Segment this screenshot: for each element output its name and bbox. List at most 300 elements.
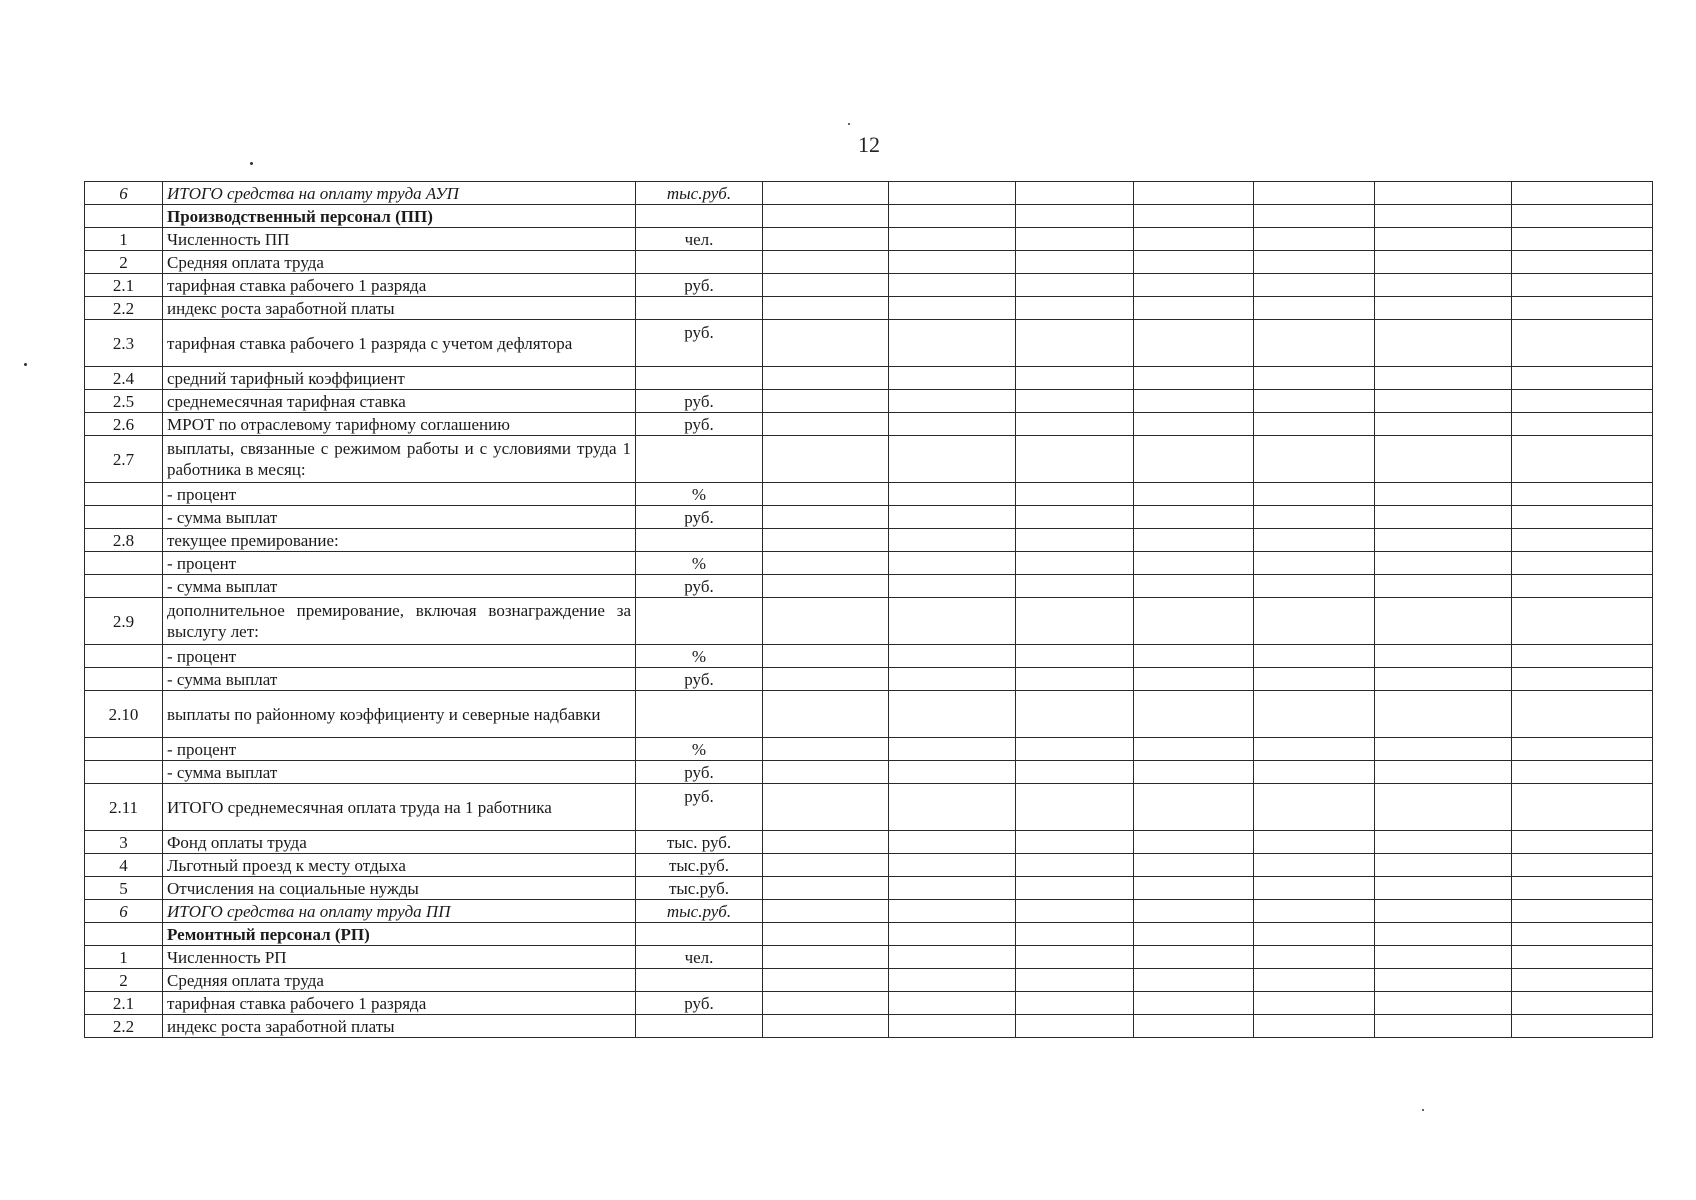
value-cell xyxy=(763,645,889,668)
value-cell xyxy=(1254,946,1375,969)
row-number: 2.7 xyxy=(85,436,163,483)
value-cell xyxy=(763,575,889,598)
row-unit xyxy=(636,436,763,483)
row-number: 2.11 xyxy=(85,784,163,831)
value-cell xyxy=(1512,738,1653,761)
value-cell xyxy=(889,738,1016,761)
row-number: 2.8 xyxy=(85,529,163,552)
value-cell xyxy=(889,761,1016,784)
value-cell xyxy=(1134,877,1254,900)
value-cell xyxy=(1134,483,1254,506)
row-unit xyxy=(636,691,763,738)
row-label: - процент xyxy=(163,552,636,575)
scan-speck xyxy=(24,363,27,366)
value-cell xyxy=(1016,413,1134,436)
value-cell xyxy=(1254,831,1375,854)
row-label: МРОТ по отраслевому тарифному соглашению xyxy=(163,413,636,436)
row-unit xyxy=(636,969,763,992)
row-label: тарифная ставка рабочего 1 разряда с учетом дефлятора xyxy=(163,320,636,367)
page-number: 12 xyxy=(858,132,880,157)
row-number: 5 xyxy=(85,877,163,900)
value-cell xyxy=(1512,483,1653,506)
value-cell xyxy=(1375,367,1512,390)
value-cell xyxy=(1016,761,1134,784)
value-cell xyxy=(1254,436,1375,483)
table-row xyxy=(85,413,1653,436)
value-cell xyxy=(889,831,1016,854)
value-cell xyxy=(1512,436,1653,483)
row-label: среднемесячная тарифная ставка xyxy=(163,390,636,413)
value-cell xyxy=(1512,390,1653,413)
value-cell xyxy=(1512,367,1653,390)
row-unit xyxy=(636,251,763,274)
table-row xyxy=(85,506,1653,529)
value-cell xyxy=(763,436,889,483)
row-label: ИТОГО средства на оплату труда АУП xyxy=(163,182,636,205)
value-cell xyxy=(763,738,889,761)
value-cell xyxy=(1512,668,1653,691)
value-cell xyxy=(763,413,889,436)
row-unit: тыс.руб. xyxy=(636,182,763,205)
row-label: Льготный проезд к месту отдыха xyxy=(163,854,636,877)
value-cell xyxy=(1512,205,1653,228)
row-number xyxy=(85,668,163,691)
value-cell xyxy=(1254,552,1375,575)
value-cell xyxy=(1512,598,1653,645)
row-unit: чел. xyxy=(636,946,763,969)
value-cell xyxy=(1512,946,1653,969)
value-cell xyxy=(1254,529,1375,552)
table-row xyxy=(85,483,1653,506)
value-cell xyxy=(1512,854,1653,877)
value-cell xyxy=(1134,228,1254,251)
row-unit: тыс. руб. xyxy=(636,831,763,854)
value-cell xyxy=(763,691,889,738)
value-cell xyxy=(1512,297,1653,320)
row-label: - сумма выплат xyxy=(163,761,636,784)
value-cell xyxy=(1134,1015,1254,1038)
value-cell xyxy=(1016,738,1134,761)
table-row xyxy=(85,320,1653,367)
value-cell xyxy=(1512,251,1653,274)
value-cell xyxy=(889,390,1016,413)
row-number: 3 xyxy=(85,831,163,854)
value-cell xyxy=(1512,831,1653,854)
value-cell xyxy=(1134,413,1254,436)
row-number: 2.5 xyxy=(85,390,163,413)
value-cell xyxy=(1254,738,1375,761)
value-cell xyxy=(1375,946,1512,969)
value-cell xyxy=(889,645,1016,668)
row-unit xyxy=(636,297,763,320)
value-cell xyxy=(1375,598,1512,645)
value-cell xyxy=(1016,784,1134,831)
value-cell xyxy=(1016,969,1134,992)
value-cell xyxy=(1375,205,1512,228)
value-cell xyxy=(1134,552,1254,575)
value-cell xyxy=(1016,552,1134,575)
value-cell xyxy=(889,784,1016,831)
row-number: 2.4 xyxy=(85,367,163,390)
table-row xyxy=(85,738,1653,761)
value-cell xyxy=(1254,274,1375,297)
value-cell xyxy=(1512,1015,1653,1038)
value-cell xyxy=(889,228,1016,251)
value-cell xyxy=(763,831,889,854)
value-cell xyxy=(889,691,1016,738)
value-cell xyxy=(1512,575,1653,598)
value-cell xyxy=(889,946,1016,969)
value-cell xyxy=(763,205,889,228)
value-cell xyxy=(889,483,1016,506)
value-cell xyxy=(763,320,889,367)
row-unit xyxy=(636,529,763,552)
value-cell xyxy=(1254,367,1375,390)
value-cell xyxy=(889,413,1016,436)
value-cell xyxy=(1016,228,1134,251)
table-row xyxy=(85,668,1653,691)
row-number: 6 xyxy=(85,900,163,923)
value-cell xyxy=(1375,182,1512,205)
value-cell xyxy=(1134,969,1254,992)
value-cell xyxy=(763,506,889,529)
row-label: Численность РП xyxy=(163,946,636,969)
value-cell xyxy=(1016,575,1134,598)
value-cell xyxy=(763,1015,889,1038)
row-label: - сумма выплат xyxy=(163,668,636,691)
row-number xyxy=(85,205,163,228)
value-cell xyxy=(1134,575,1254,598)
row-unit: руб. xyxy=(636,390,763,413)
value-cell xyxy=(1512,761,1653,784)
value-cell xyxy=(1375,529,1512,552)
table-body xyxy=(85,182,1653,1038)
table-row xyxy=(85,598,1653,645)
row-unit: руб. xyxy=(636,784,763,831)
table-row xyxy=(85,900,1653,923)
table-row xyxy=(85,784,1653,831)
value-cell xyxy=(1512,413,1653,436)
value-cell xyxy=(1134,668,1254,691)
value-cell xyxy=(1254,506,1375,529)
value-cell xyxy=(1016,274,1134,297)
value-cell xyxy=(1375,436,1512,483)
value-cell xyxy=(1375,923,1512,946)
wage-fund-table xyxy=(84,181,1653,1038)
value-cell xyxy=(1254,923,1375,946)
value-cell xyxy=(1254,251,1375,274)
row-number xyxy=(85,645,163,668)
row-number xyxy=(85,738,163,761)
value-cell xyxy=(1134,691,1254,738)
value-cell xyxy=(1375,320,1512,367)
value-cell xyxy=(1375,483,1512,506)
table-row xyxy=(85,274,1653,297)
value-cell xyxy=(1512,691,1653,738)
value-cell xyxy=(1016,367,1134,390)
value-cell xyxy=(1016,1015,1134,1038)
value-cell xyxy=(1016,436,1134,483)
value-cell xyxy=(889,552,1016,575)
value-cell xyxy=(889,992,1016,1015)
value-cell xyxy=(763,784,889,831)
value-cell xyxy=(1375,784,1512,831)
value-cell xyxy=(1254,761,1375,784)
value-cell xyxy=(1375,413,1512,436)
value-cell xyxy=(1512,877,1653,900)
value-cell xyxy=(763,182,889,205)
row-unit: руб. xyxy=(636,992,763,1015)
row-label: Средняя оплата труда xyxy=(163,251,636,274)
row-label: Фонд оплаты труда xyxy=(163,831,636,854)
value-cell xyxy=(1254,668,1375,691)
value-cell xyxy=(1512,923,1653,946)
row-label: - сумма выплат xyxy=(163,506,636,529)
row-unit xyxy=(636,367,763,390)
value-cell xyxy=(1254,992,1375,1015)
value-cell xyxy=(1254,483,1375,506)
value-cell xyxy=(1016,390,1134,413)
value-cell xyxy=(1254,413,1375,436)
value-cell xyxy=(1016,691,1134,738)
row-number xyxy=(85,552,163,575)
row-unit: руб. xyxy=(636,761,763,784)
value-cell xyxy=(1375,1015,1512,1038)
value-cell xyxy=(1375,738,1512,761)
table-row xyxy=(85,552,1653,575)
row-number xyxy=(85,761,163,784)
value-cell xyxy=(1512,228,1653,251)
value-cell xyxy=(1254,877,1375,900)
row-label: - процент xyxy=(163,483,636,506)
table-row xyxy=(85,182,1653,205)
value-cell xyxy=(889,251,1016,274)
table-row xyxy=(85,645,1653,668)
value-cell xyxy=(1134,367,1254,390)
table-row xyxy=(85,228,1653,251)
value-cell xyxy=(763,761,889,784)
value-cell xyxy=(1016,992,1134,1015)
value-cell xyxy=(1512,645,1653,668)
row-label: выплаты по районному коэффициенту и северные надбавки xyxy=(163,691,636,738)
table-row xyxy=(85,390,1653,413)
table-row xyxy=(85,436,1653,483)
value-cell xyxy=(1254,228,1375,251)
table-row xyxy=(85,831,1653,854)
row-number: 2.2 xyxy=(85,1015,163,1038)
section-heading: Ремонтный персонал (РП) xyxy=(163,923,636,946)
row-label: Отчисления на социальные нужды xyxy=(163,877,636,900)
row-label: ИТОГО среднемесячная оплата труда на 1 работника xyxy=(163,784,636,831)
section-heading: Производственный персонал (ПП) xyxy=(163,205,636,228)
value-cell xyxy=(1375,575,1512,598)
value-cell xyxy=(1512,992,1653,1015)
value-cell xyxy=(1375,390,1512,413)
value-cell xyxy=(763,900,889,923)
value-cell xyxy=(1134,738,1254,761)
value-cell xyxy=(1512,182,1653,205)
value-cell xyxy=(889,529,1016,552)
row-number xyxy=(85,483,163,506)
value-cell xyxy=(1134,251,1254,274)
value-cell xyxy=(1134,645,1254,668)
row-unit: руб. xyxy=(636,575,763,598)
row-unit: % xyxy=(636,645,763,668)
row-number: 4 xyxy=(85,854,163,877)
row-unit xyxy=(636,923,763,946)
value-cell xyxy=(1375,297,1512,320)
value-cell xyxy=(763,367,889,390)
value-cell xyxy=(1375,969,1512,992)
row-number: 2.2 xyxy=(85,297,163,320)
row-number: 1 xyxy=(85,228,163,251)
value-cell xyxy=(1512,320,1653,367)
value-cell xyxy=(1134,598,1254,645)
value-cell xyxy=(763,552,889,575)
value-cell xyxy=(1254,297,1375,320)
value-cell xyxy=(889,900,1016,923)
value-cell xyxy=(1134,529,1254,552)
row-unit: руб. xyxy=(636,413,763,436)
row-unit: % xyxy=(636,483,763,506)
table-row xyxy=(85,205,1653,228)
value-cell xyxy=(1134,946,1254,969)
value-cell xyxy=(1016,506,1134,529)
value-cell xyxy=(1254,320,1375,367)
value-cell xyxy=(1254,390,1375,413)
value-cell xyxy=(1375,831,1512,854)
value-cell xyxy=(1016,900,1134,923)
value-cell xyxy=(1016,598,1134,645)
value-cell xyxy=(1254,969,1375,992)
value-cell xyxy=(889,297,1016,320)
value-cell xyxy=(1375,992,1512,1015)
row-label: - сумма выплат xyxy=(163,575,636,598)
value-cell xyxy=(1016,251,1134,274)
value-cell xyxy=(1016,182,1134,205)
value-cell xyxy=(763,854,889,877)
scan-speck xyxy=(250,162,253,165)
value-cell xyxy=(889,436,1016,483)
value-cell xyxy=(1254,691,1375,738)
value-cell xyxy=(1016,923,1134,946)
value-cell xyxy=(1134,205,1254,228)
row-label: Численность ПП xyxy=(163,228,636,251)
value-cell xyxy=(1375,877,1512,900)
value-cell xyxy=(1375,645,1512,668)
table-row xyxy=(85,761,1653,784)
row-number: 2.10 xyxy=(85,691,163,738)
row-number xyxy=(85,575,163,598)
table-row xyxy=(85,297,1653,320)
row-unit: тыс.руб. xyxy=(636,900,763,923)
value-cell xyxy=(889,205,1016,228)
value-cell xyxy=(1254,854,1375,877)
row-unit: руб. xyxy=(636,274,763,297)
value-cell xyxy=(1016,529,1134,552)
value-cell xyxy=(1375,854,1512,877)
table-row xyxy=(85,529,1653,552)
value-cell xyxy=(1512,274,1653,297)
row-label: - процент xyxy=(163,738,636,761)
value-cell xyxy=(763,483,889,506)
value-cell xyxy=(1134,297,1254,320)
value-cell xyxy=(1134,390,1254,413)
value-cell xyxy=(889,182,1016,205)
value-cell xyxy=(1512,552,1653,575)
row-unit xyxy=(636,598,763,645)
value-cell xyxy=(1254,575,1375,598)
value-cell xyxy=(1016,297,1134,320)
row-label: ИТОГО средства на оплату труда ПП xyxy=(163,900,636,923)
value-cell xyxy=(889,320,1016,367)
row-number: 2.3 xyxy=(85,320,163,367)
value-cell xyxy=(1254,784,1375,831)
row-number: 2 xyxy=(85,251,163,274)
value-cell xyxy=(763,923,889,946)
row-unit xyxy=(636,205,763,228)
table-row xyxy=(85,946,1653,969)
value-cell xyxy=(1375,251,1512,274)
value-cell xyxy=(1016,854,1134,877)
value-cell xyxy=(1134,182,1254,205)
row-number: 6 xyxy=(85,182,163,205)
value-cell xyxy=(889,367,1016,390)
value-cell xyxy=(763,946,889,969)
value-cell xyxy=(1134,923,1254,946)
value-cell xyxy=(1375,506,1512,529)
value-cell xyxy=(889,923,1016,946)
row-unit: чел. xyxy=(636,228,763,251)
row-unit: % xyxy=(636,738,763,761)
value-cell xyxy=(1134,854,1254,877)
table-row xyxy=(85,251,1653,274)
value-cell xyxy=(1254,1015,1375,1038)
value-cell xyxy=(763,877,889,900)
row-number: 1 xyxy=(85,946,163,969)
value-cell xyxy=(889,274,1016,297)
value-cell xyxy=(1254,645,1375,668)
value-cell xyxy=(1134,506,1254,529)
value-cell xyxy=(1375,761,1512,784)
row-number: 2.9 xyxy=(85,598,163,645)
value-cell xyxy=(763,598,889,645)
value-cell xyxy=(1375,900,1512,923)
value-cell xyxy=(1016,668,1134,691)
value-cell xyxy=(1375,552,1512,575)
value-cell xyxy=(889,854,1016,877)
value-cell xyxy=(1016,205,1134,228)
value-cell xyxy=(889,877,1016,900)
row-label: индекс роста заработной платы xyxy=(163,1015,636,1038)
value-cell xyxy=(1016,483,1134,506)
row-label: индекс роста заработной платы xyxy=(163,297,636,320)
value-cell xyxy=(763,390,889,413)
row-unit: тыс.руб. xyxy=(636,877,763,900)
value-cell xyxy=(1134,900,1254,923)
row-label: средний тарифный коэффициент xyxy=(163,367,636,390)
value-cell xyxy=(763,274,889,297)
value-cell xyxy=(1254,598,1375,645)
row-unit: % xyxy=(636,552,763,575)
table-row xyxy=(85,992,1653,1015)
row-label: дополнительное премирование, включая вознаграждение за выслугу лет: xyxy=(163,598,636,645)
value-cell xyxy=(1375,228,1512,251)
value-cell xyxy=(889,598,1016,645)
value-cell xyxy=(1134,320,1254,367)
value-cell xyxy=(889,1015,1016,1038)
row-number: 2.6 xyxy=(85,413,163,436)
